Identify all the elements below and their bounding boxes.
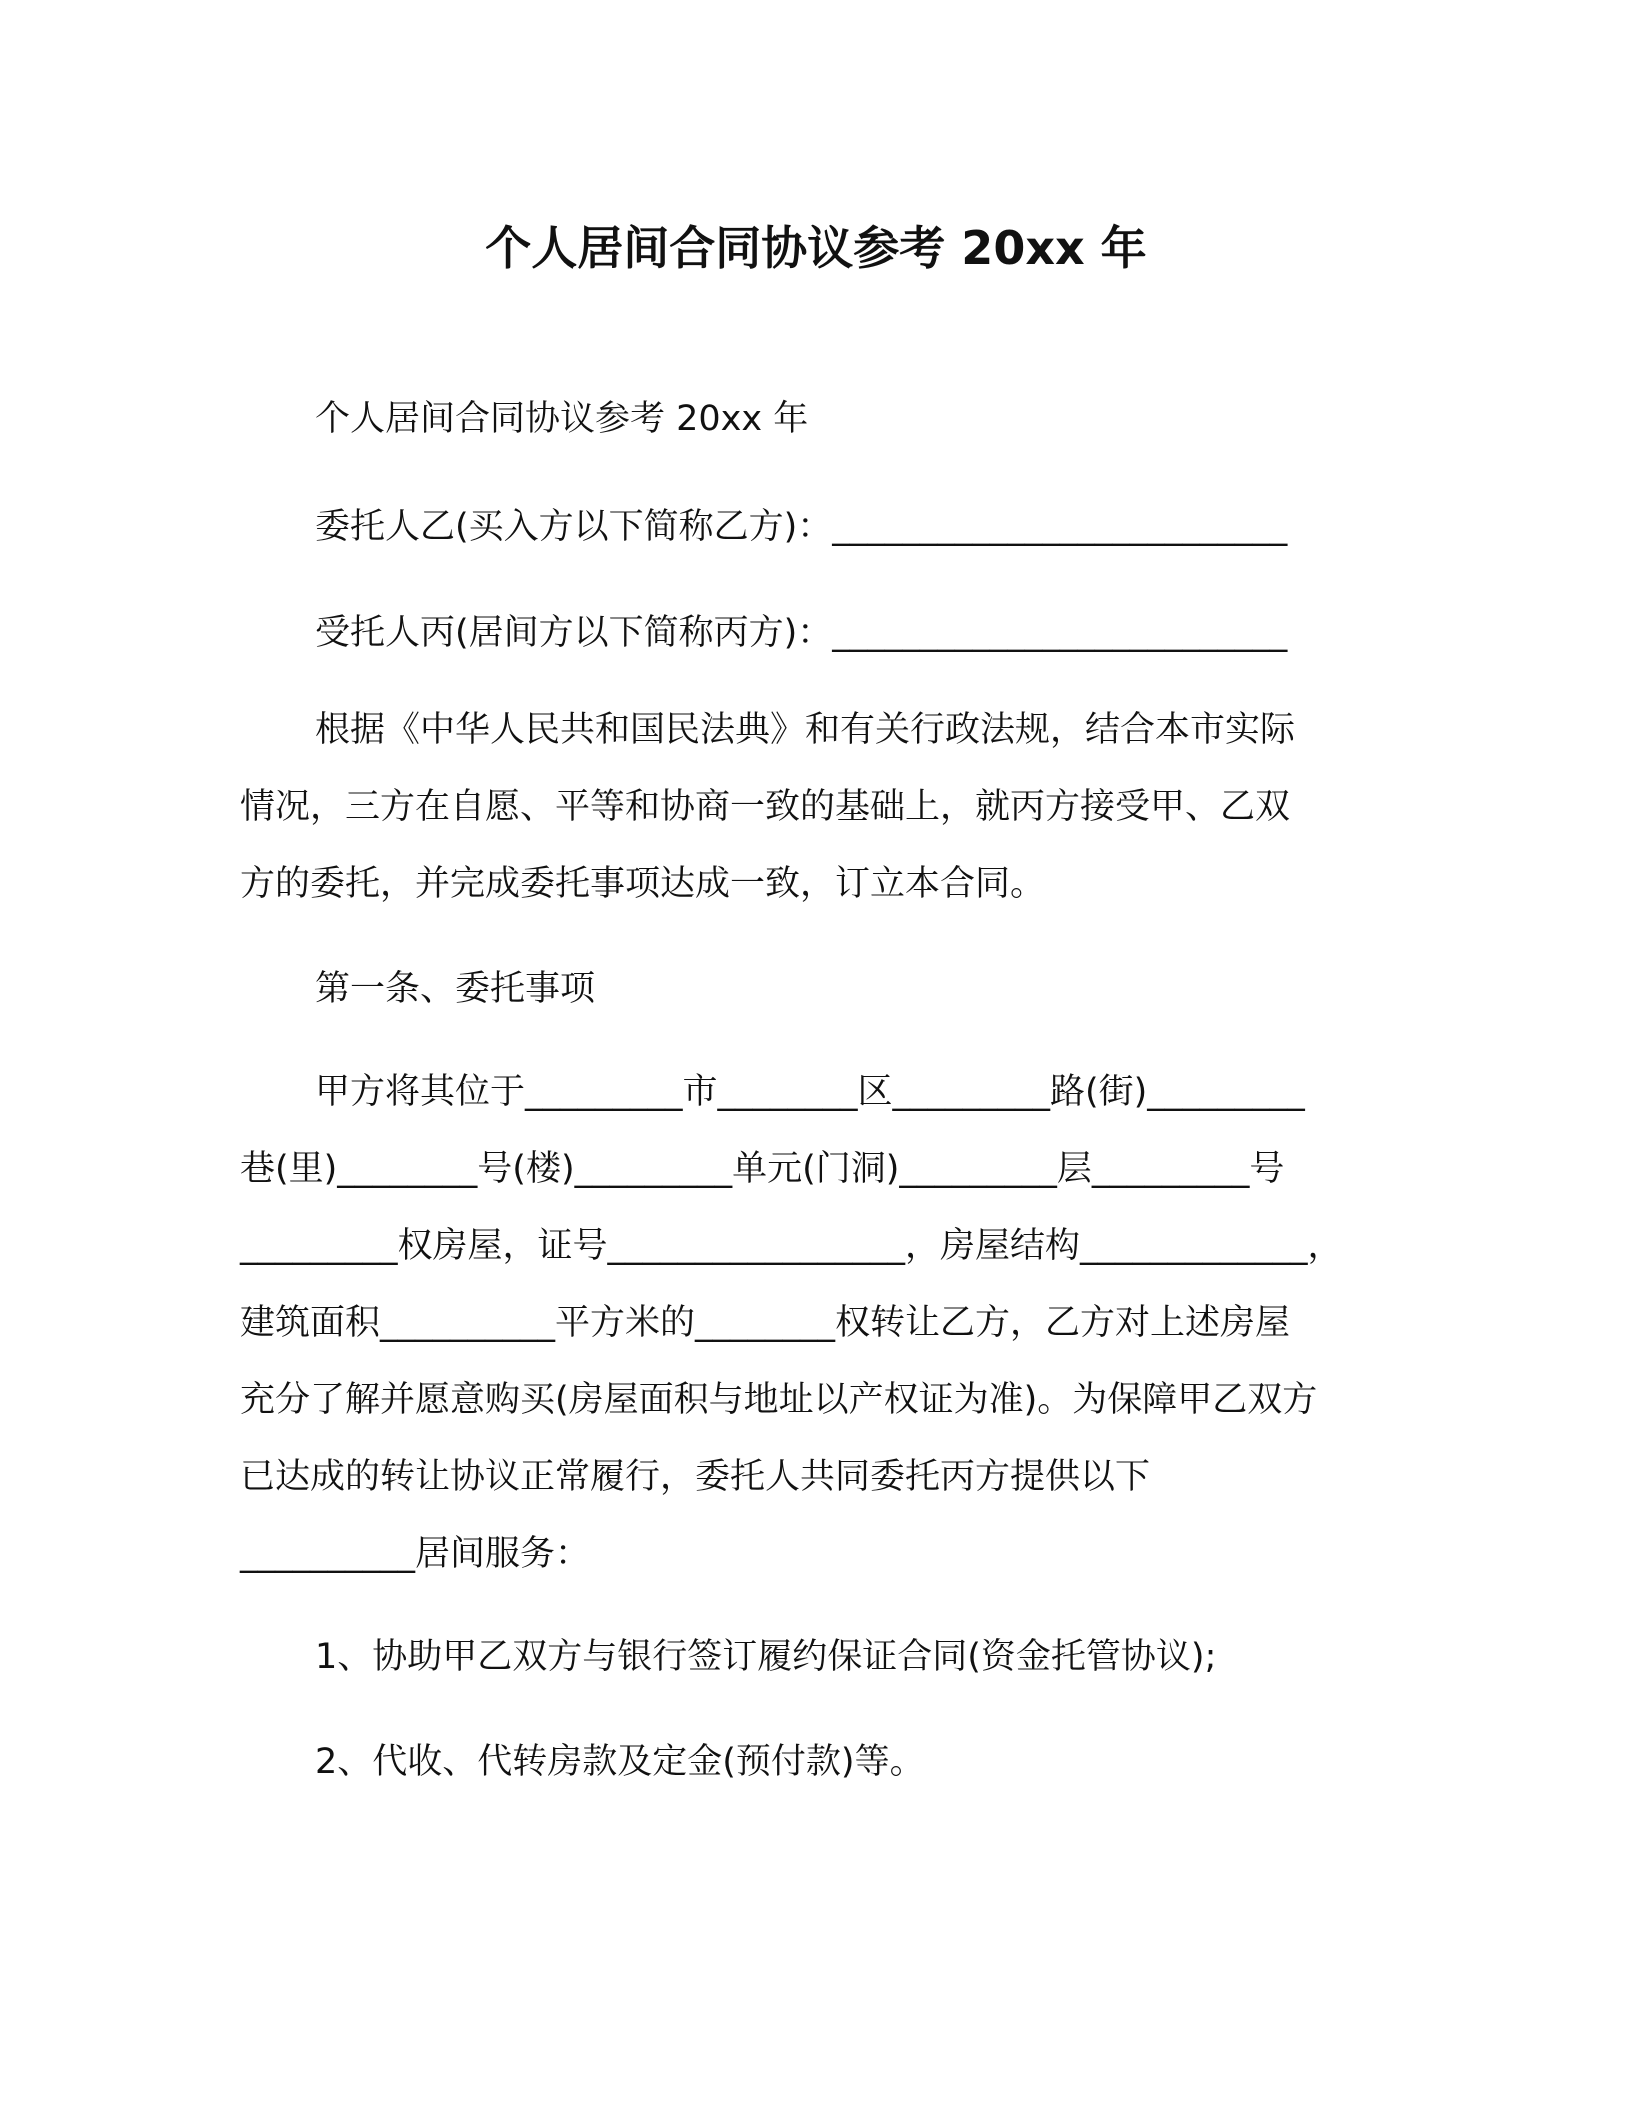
document-subtitle: 个人居间合同协议参考 20xx 年 [315, 399, 809, 439]
list-item-1: 1、协助甲乙双方与银行签订履约保证合同(资金托管协议); [315, 1637, 1217, 1677]
client-b-line: 委托人乙(买入方以下简称乙方)：__________________________ [315, 507, 1288, 547]
list-item-2: 2、代收、代转房款及定金(预付款)等。 [315, 1742, 925, 1782]
article1-line-1: 甲方将其位于_________市________区_________路(街)_________ [315, 1072, 1305, 1112]
article1-line-3: _________权房屋，证号_________________，房屋结构_____________， [240, 1226, 1343, 1266]
preamble-line-2: 情况，三方在自愿、平等和协商一致的基础上，就丙方接受甲、乙双 [240, 787, 1291, 827]
preamble-line-3: 方的委托，并完成委托事项达成一致，订立本合同。 [240, 864, 1046, 904]
article1-heading: 第一条、委托事项 [315, 969, 596, 1009]
article1-line-2: 巷(里)________号(楼)_________单元(门洞)_________层_________号 [240, 1149, 1285, 1189]
agent-c-line: 受托人丙(居间方以下简称丙方)：__________________________ [315, 613, 1288, 653]
article1-line-5: 充分了解并愿意购买(房屋面积与地址以产权证为准)。为保障甲乙双方 [240, 1380, 1318, 1420]
document-title: 个人居间合同协议参考 20xx 年 [485, 221, 1147, 275]
article1-line-7: __________居间服务： [240, 1534, 591, 1574]
article1-line-4: 建筑面积__________平方米的________权转让乙方，乙方对上述房屋 [240, 1303, 1291, 1343]
article1-line-6: 已达成的转让协议正常履行，委托人共同委托丙方提供以下 [240, 1457, 1151, 1497]
preamble-line-1: 根据《中华人民共和国民法典》和有关行政法规，结合本市实际 [315, 710, 1296, 750]
